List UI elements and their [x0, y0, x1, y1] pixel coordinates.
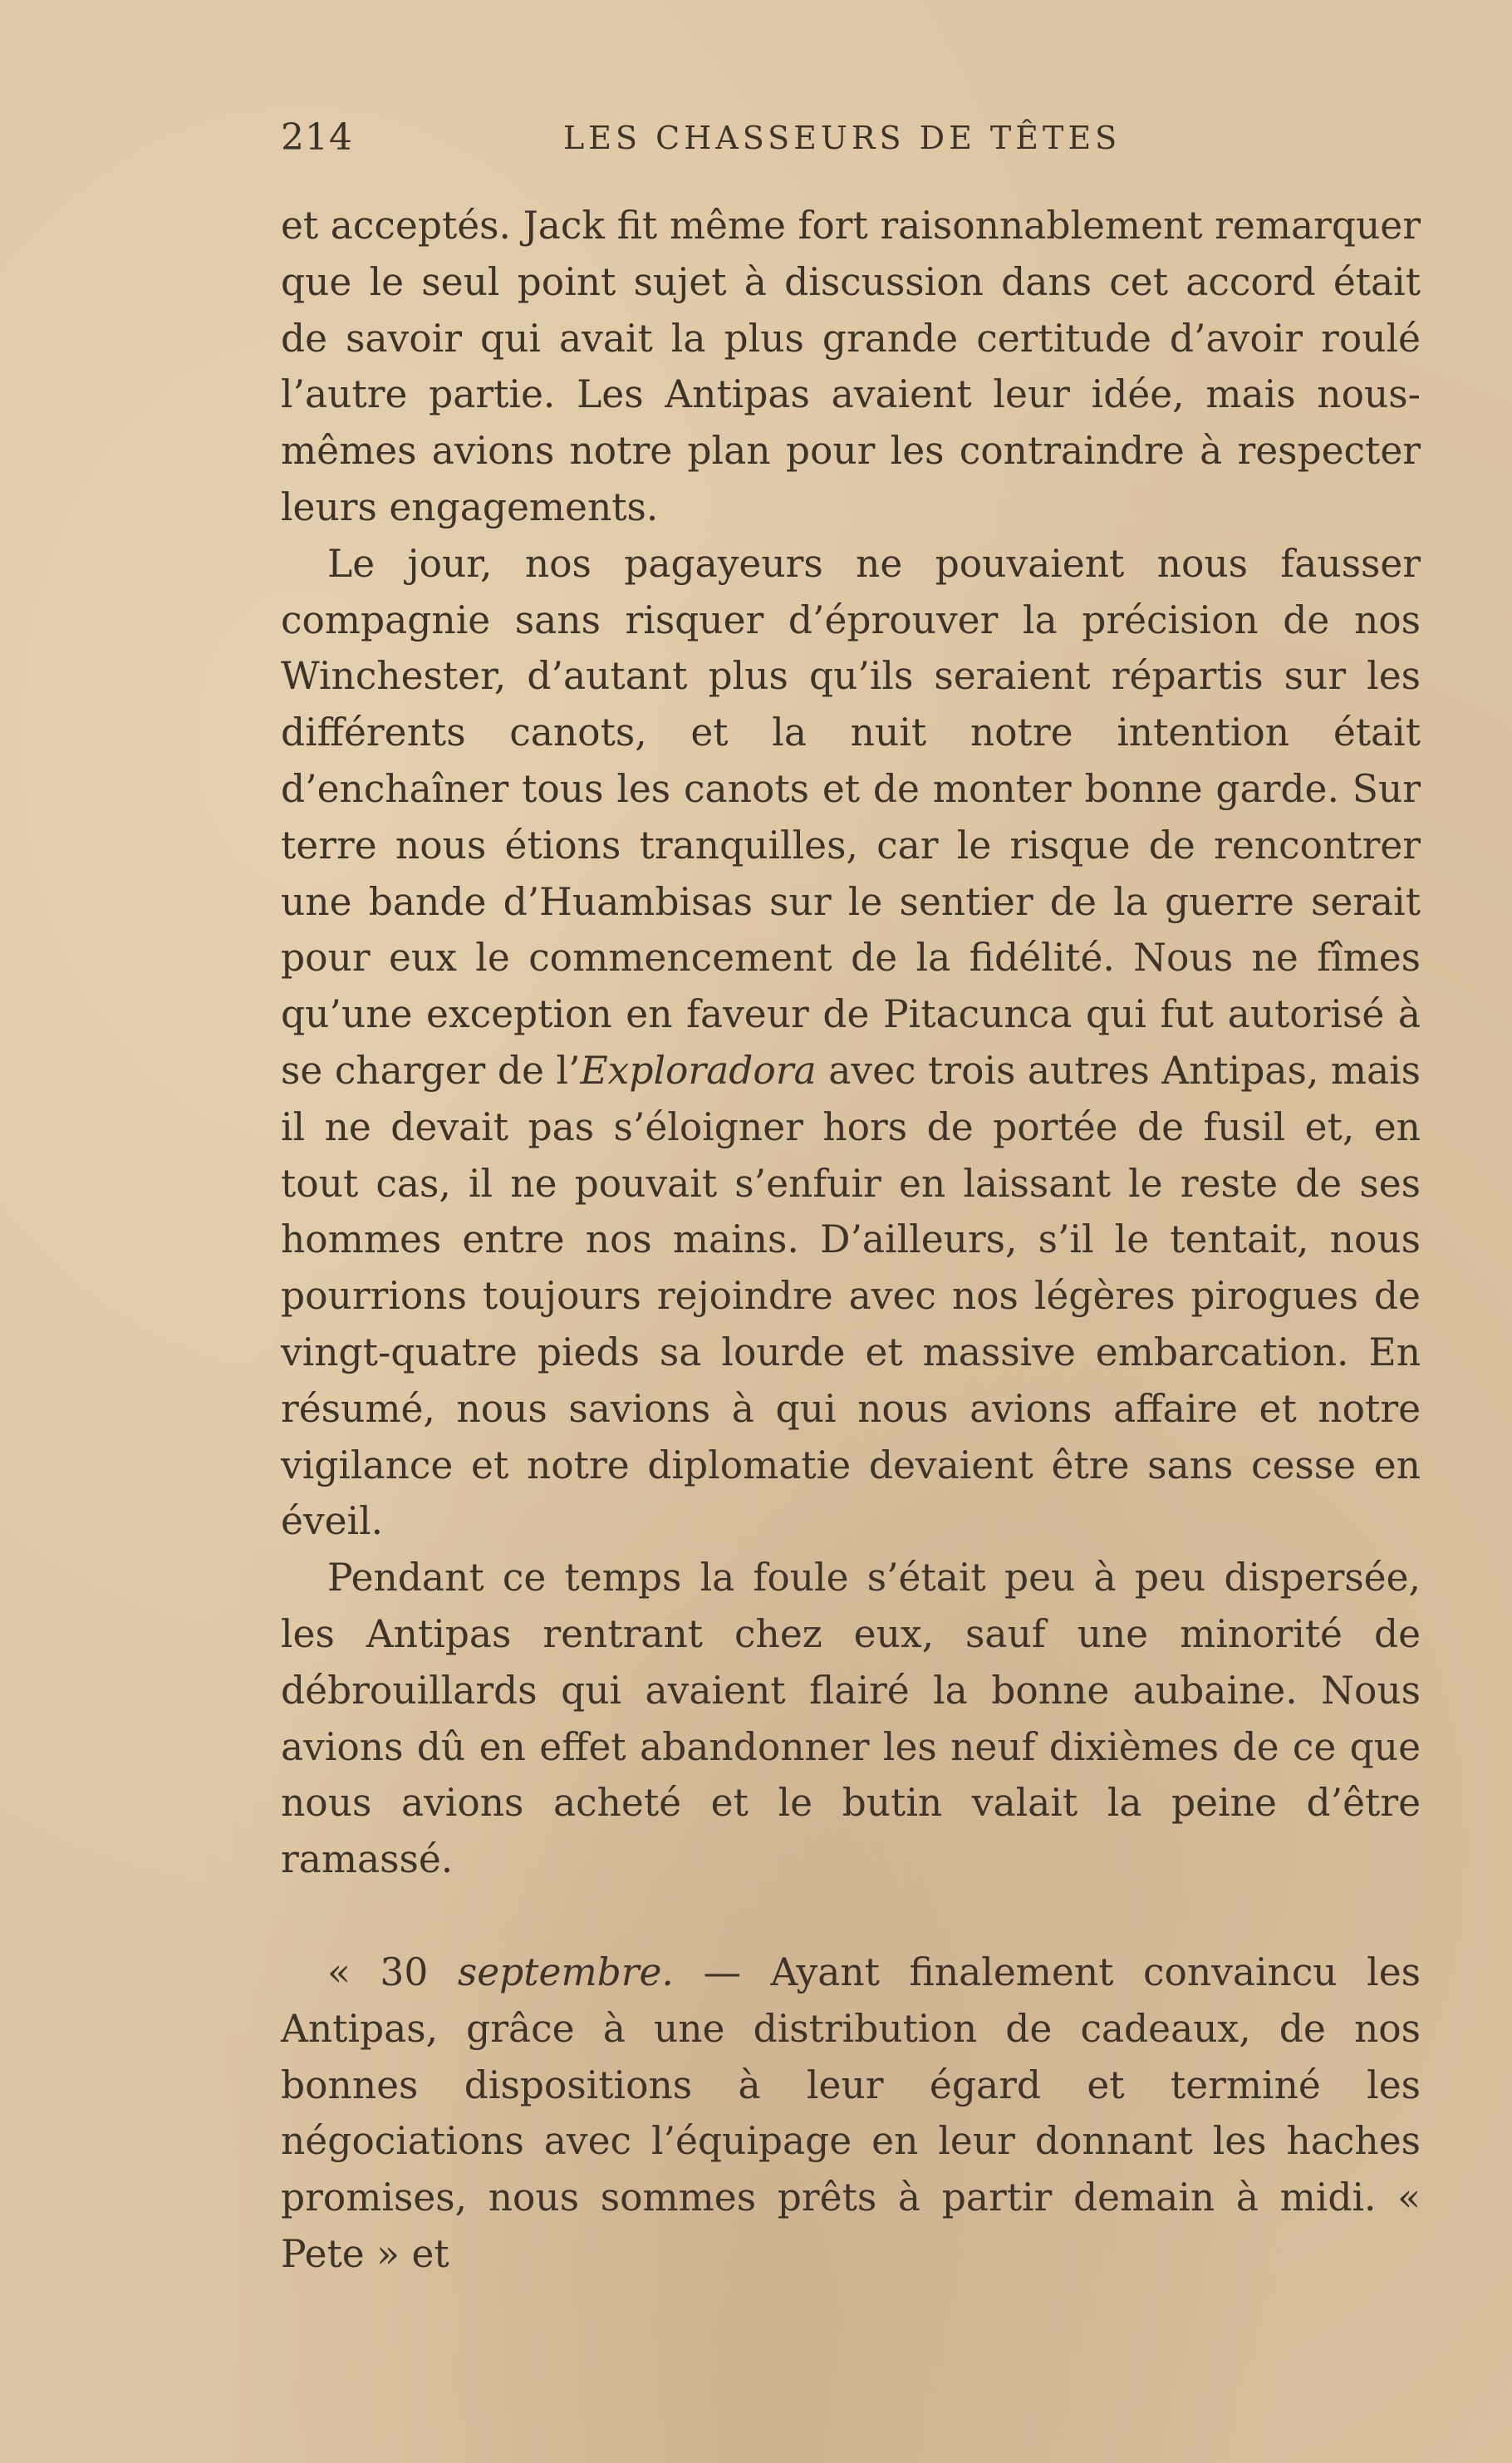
paragraph-2-text-end: avec trois autres Antipas, mais il ne devait pas s’éloigner hors de portée de fusil et, en tout cas, il ne pouvait s’enfuir en laissant le reste de ses hommes entre nos mains. D’ailleurs, s’il le tentait, nous pourrions toujours rejoindre avec nos légères pirogues de vingt-quatre pieds sa lourde et massive embarcation. En résumé, nous savions à qui nous avions affaire et notre vigilance et notre diplomatie devaient être sans cesse en éveil.	[281, 1048, 1421, 1544]
paragraph-2	[281, 536, 1421, 1550]
boat-name-italic: Exploradora	[580, 1048, 817, 1093]
page-number: 214	[281, 116, 353, 159]
diary-entry-text: — Ayant finalement convaincu les Antipas, grâce à une distribution de cadeaux, de nos bonnes dispositions à leur égard et terminé les négociations avec l’équipage en leur donnant les haches promises, nous sommes prêts à partir demain à midi. « Pete » et	[281, 1949, 1421, 2276]
running-head	[281, 116, 1421, 166]
diary-date-open: « 30	[327, 1949, 458, 1994]
paragraph-1: et acceptés. Jack fit même fort raisonnablement remarquer que le seul point sujet à discussion dans cet accord était de savoir qui avait la plus grande certitude d’avoir roulé l’autre partie. Les Antipas avaient leur idée, mais nous-mêmes avions notre plan pour les contraindre à respecter leurs engagements.	[281, 204, 1421, 529]
paragraph-3: Pendant ce temps la foule s’était peu à peu dispersée, les Antipas rentrant chez eux, sauf une minorité de débrouillards qui avaient flairé la bonne aubaine. Nous avions dû en effet abandonner les neuf dixièmes de ce que nous avions acheté et le butin valait la peine d’être ramassé.	[281, 1556, 1421, 1882]
paragraph-4-diary-entry	[281, 1944, 1421, 2283]
paragraph-2-text-start: Le jour, nos pagayeurs ne pouvaient nous fausser compagnie sans risquer d’éprouver la précision de nos Winchester, d’autant plus qu’ils seraient répartis sur les différents canots, et la nuit notre intention était d’enchaîner tous les canots et de monter bonne garde. Sur terre nous étions tranquilles, car le risque de rencontrer une bande d’Huambisas sur le sentier de la guerre serait pour eux le commencement de la fidélité. Nous ne fîmes qu’une exception en faveur de Pitacunca qui fut autorisé à se charger de l’	[281, 541, 1421, 1093]
running-title: LES CHASSEURS DE TÊTES	[563, 120, 1122, 156]
body-text	[281, 198, 1421, 2283]
diary-date-month: septembre.	[457, 1949, 674, 1994]
